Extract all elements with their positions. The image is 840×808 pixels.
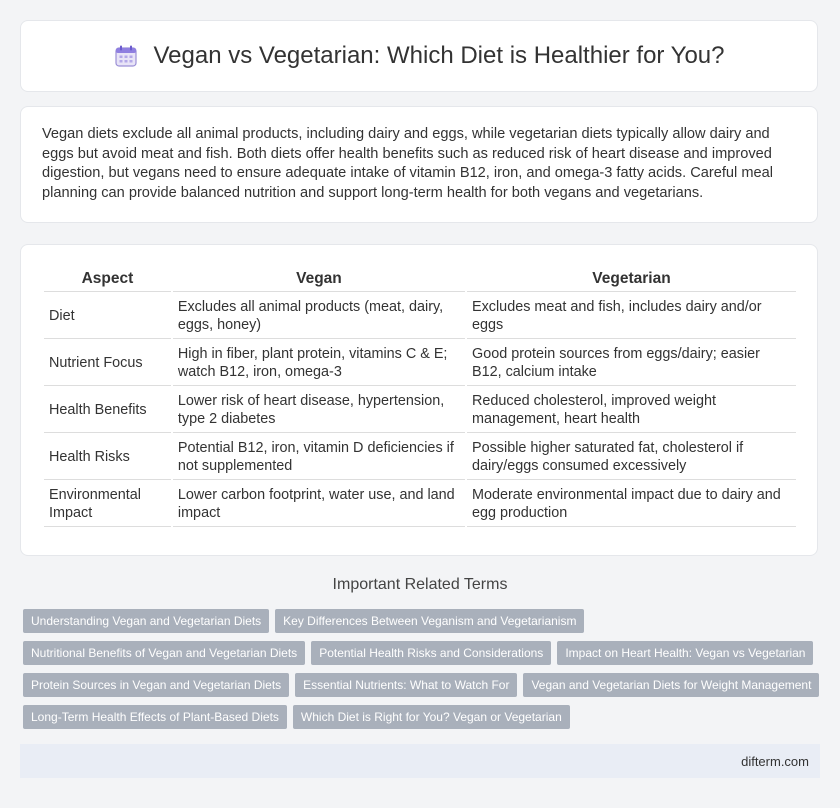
- cell-vegan: Excludes all animal products (meat, dairy, eggs, honey): [173, 294, 465, 339]
- cell-vegan: Lower risk of heart disease, hypertension, type 2 diabetes: [173, 388, 465, 433]
- table-header-row: [44, 267, 796, 292]
- table-row: [44, 388, 796, 433]
- footer: [20, 744, 820, 778]
- cell-vegetarian: Excludes meat and fish, includes dairy and/or eggs: [467, 294, 796, 339]
- page-title-text: Vegan vs Vegetarian: Which Diet is Healthier for You?: [153, 42, 725, 69]
- footer-site-link[interactable]: difterm.com: [741, 753, 809, 769]
- related-terms-title: Important Related Terms: [332, 576, 508, 593]
- intro-text: Vegan diets exclude all animal products, including dairy and eggs, while vegetarian diets typically allow dairy and eggs but avoid meat and fish. Both diets offer health benefits such as reduced risk of heart disease and improved digestion, but vegans need to ensure adequate intake of vitamin B12, iron, and omega-3 fatty acids. Careful meal planning can provide balanced nutrition and support long-term health for both vegans and vegetarians.: [42, 126, 773, 201]
- related-term-tag[interactable]: Potential Health Risks and Considerations: [311, 641, 551, 665]
- cell-vegan: High in fiber, plant protein, vitamins C & E; watch B12, iron, omega-3: [173, 341, 465, 386]
- intro-card: [20, 106, 818, 223]
- table-row: [44, 341, 796, 386]
- cell-vegetarian: Good protein sources from eggs/dairy; easier B12, calcium intake: [467, 341, 796, 386]
- cell-vegetarian: Moderate environmental impact due to dairy and egg production: [467, 482, 796, 527]
- table-row: [44, 294, 796, 339]
- cell-vegetarian: Possible higher saturated fat, cholesterol if dairy/eggs consumed excessively: [467, 435, 796, 480]
- cell-vegan: Potential B12, iron, vitamin D deficiencies if not supplemented: [173, 435, 465, 480]
- related-term-tag[interactable]: Which Diet is Right for You? Vegan or Vegetarian: [293, 705, 570, 729]
- related-term-tag[interactable]: Long-Term Health Effects of Plant-Based Diets: [23, 705, 287, 729]
- header-aspect: Aspect: [44, 267, 171, 292]
- related-term-tag[interactable]: Impact on Heart Health: Vegan vs Vegetarian: [557, 641, 813, 665]
- related-terms-list: [23, 609, 823, 737]
- cell-aspect: Health Risks: [44, 435, 171, 480]
- cell-aspect: Health Benefits: [44, 388, 171, 433]
- header-vegan: Vegan: [173, 267, 465, 292]
- header-card: [20, 20, 818, 92]
- related-term-tag[interactable]: Essential Nutrients: What to Watch For: [295, 673, 517, 697]
- table-row: [44, 435, 796, 480]
- page-title: [113, 42, 724, 70]
- related-term-tag[interactable]: Nutritional Benefits of Vegan and Vegetarian Diets: [23, 641, 305, 665]
- table-row: [44, 482, 796, 527]
- cell-aspect: Diet: [44, 294, 171, 339]
- header-vegetarian: Vegetarian: [467, 267, 796, 292]
- cell-vegetarian: Reduced cholesterol, improved weight management, heart health: [467, 388, 796, 433]
- related-term-tag[interactable]: Key Differences Between Veganism and Vegetarianism: [275, 609, 584, 633]
- related-term-tag[interactable]: Understanding Vegan and Vegetarian Diets: [23, 609, 269, 633]
- cell-aspect: Nutrient Focus: [44, 341, 171, 386]
- related-term-tag[interactable]: Vegan and Vegetarian Diets for Weight Management: [523, 673, 819, 697]
- calendar-icon: [113, 43, 139, 69]
- cell-vegan: Lower carbon footprint, water use, and land impact: [173, 482, 465, 527]
- comparison-table-card: [20, 244, 818, 556]
- cell-aspect: Environmental Impact: [44, 482, 171, 527]
- related-term-tag[interactable]: Protein Sources in Vegan and Vegetarian Diets: [23, 673, 289, 697]
- comparison-table: [42, 265, 798, 529]
